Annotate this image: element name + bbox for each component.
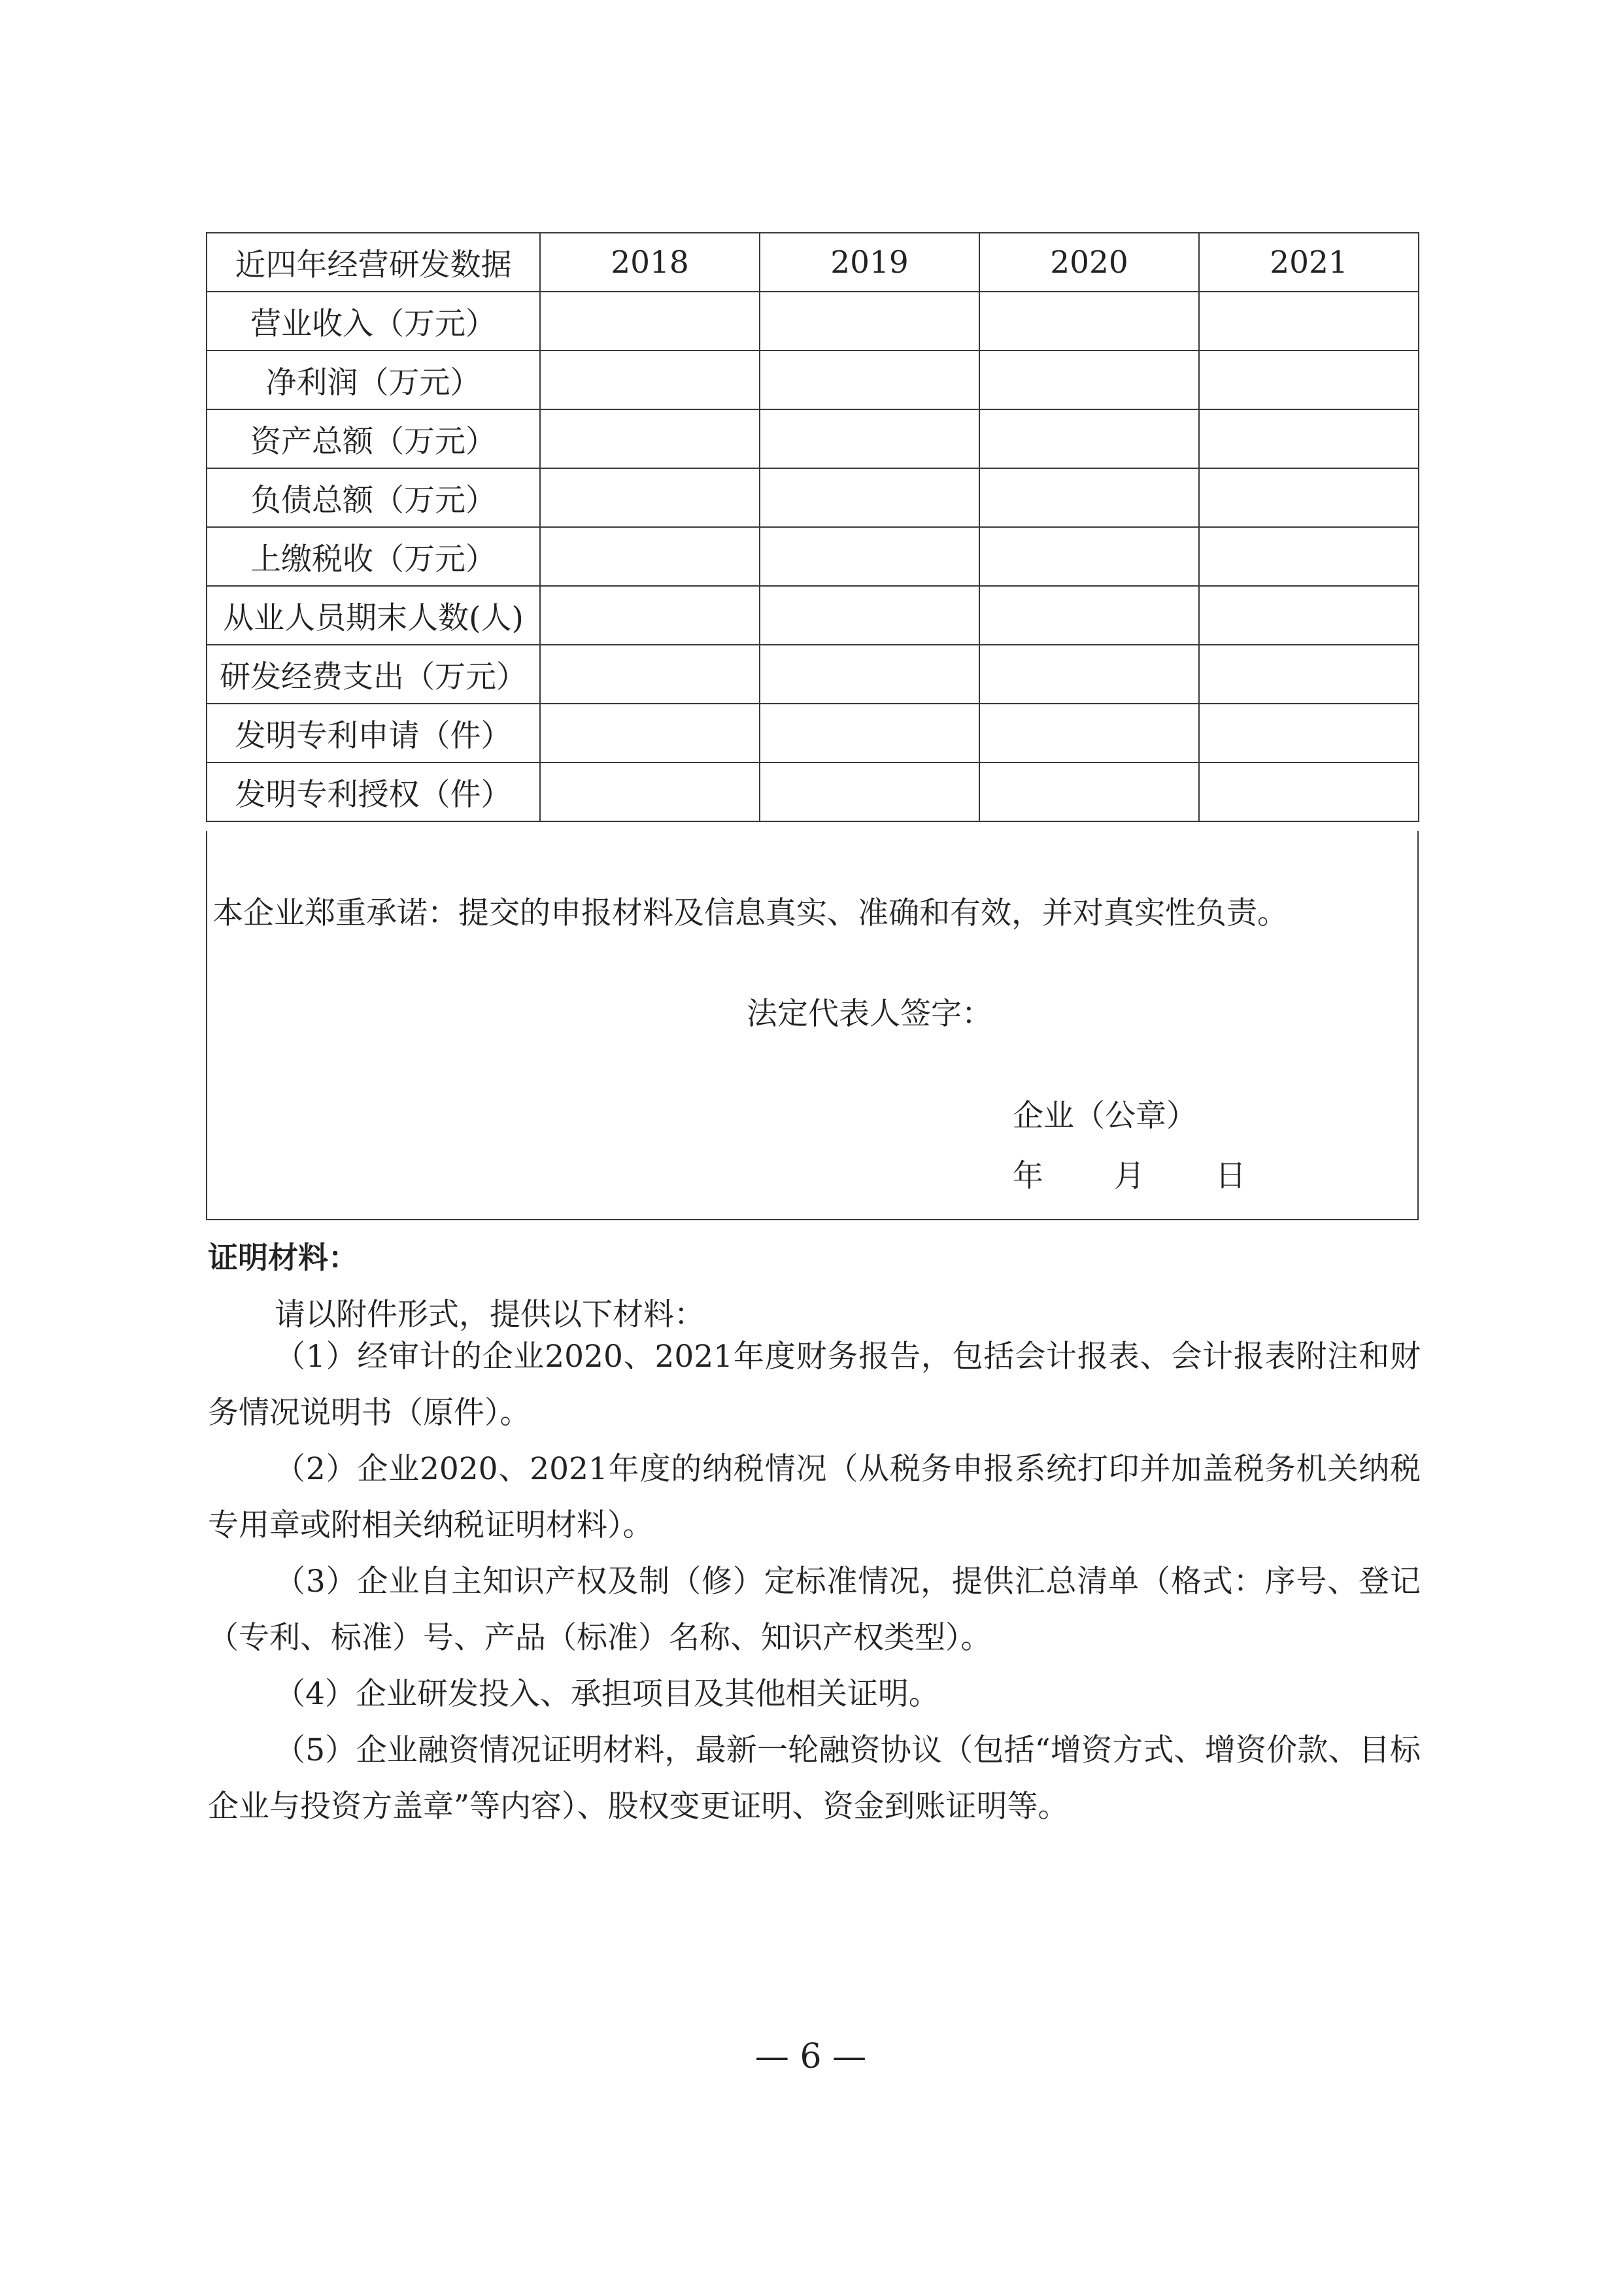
data-cell — [979, 645, 1199, 704]
data-cell — [760, 645, 979, 704]
table-row — [207, 292, 1419, 351]
data-cell — [760, 704, 979, 762]
data-cell — [1199, 409, 1419, 468]
proof-item: （3）企业自主知识产权及制（修）定标准情况，提供汇总清单（格式：序号、登记（专利、标准）号、产品（标准）名称、知识产权类型）。 — [208, 1564, 1421, 1656]
data-cell — [1199, 762, 1419, 821]
data-cell — [979, 762, 1199, 821]
data-cell — [979, 527, 1199, 586]
row-label-cell: 从业人员期末人数(人) — [207, 586, 540, 645]
data-cell — [540, 527, 760, 586]
data-cell — [760, 586, 979, 645]
data-cell — [760, 527, 979, 586]
data-cell — [979, 351, 1199, 409]
data-cell — [760, 468, 979, 527]
header-cell-year: 2021 — [1199, 233, 1419, 292]
data-cell — [760, 351, 979, 409]
date-line — [1013, 1152, 1246, 1195]
data-cell — [540, 292, 760, 351]
row-label-cell: 发明专利申请（件） — [207, 704, 540, 762]
day-label: 日 — [1215, 1158, 1246, 1194]
operating-rd-data-table — [206, 232, 1419, 822]
data-cell — [1199, 527, 1419, 586]
row-label-cell: 发明专利授权（件） — [207, 762, 540, 821]
data-cell — [1199, 292, 1419, 351]
data-cell — [979, 586, 1199, 645]
header-cell-year: 2018 — [540, 233, 760, 292]
row-label-cell: 研发经费支出（万元） — [207, 645, 540, 704]
header-cell-year: 2019 — [760, 233, 979, 292]
header-cell-label: 近四年经营研发数据 — [207, 233, 540, 292]
row-label-cell: 负债总额（万元） — [207, 468, 540, 527]
row-label-cell: 净利润（万元） — [207, 351, 540, 409]
month-label: 月 — [1114, 1158, 1145, 1194]
data-cell — [540, 645, 760, 704]
table-row — [207, 351, 1419, 409]
table-header-row — [207, 233, 1419, 292]
table-row — [207, 704, 1419, 762]
data-cell — [979, 468, 1199, 527]
data-cell — [760, 409, 979, 468]
data-cell — [1199, 351, 1419, 409]
proof-item: （2）企业2020、2021年度的纳税情况（从税务申报系统打印并加盖税务机关纳税专用章或附相关纳税证明材料）。 — [208, 1451, 1421, 1543]
row-label-cell: 资产总额（万元） — [207, 409, 540, 468]
proof-intro: 请以附件形式，提供以下材料： — [275, 1297, 705, 1333]
data-cell — [540, 468, 760, 527]
data-cell — [540, 762, 760, 821]
data-cell — [540, 351, 760, 409]
proof-item: （1）经审计的企业2020、2021年度财务报告，包括会计报表、会计报表附注和财务情况说明书（原件）。 — [208, 1339, 1421, 1431]
table-row — [207, 762, 1419, 821]
data-cell — [1199, 704, 1419, 762]
page-number: — 6 — — [754, 2037, 867, 2076]
data-cell — [1199, 645, 1419, 704]
data-cell — [979, 704, 1199, 762]
commitment-box — [206, 831, 1419, 1220]
data-cell — [760, 762, 979, 821]
company-seal-label: 企业（公章） — [1013, 1098, 1197, 1134]
row-label-cell: 营业收入（万元） — [207, 292, 540, 351]
table-row — [207, 527, 1419, 586]
data-cell — [979, 409, 1199, 468]
table-row — [207, 586, 1419, 645]
proof-item: （5）企业融资情况证明材料，最新一轮融资协议（包括“增资方式、增资价款、目标企业与投资方盖章”等内容）、股权变更证明、资金到账证明等。 — [208, 1732, 1421, 1825]
table-row — [207, 468, 1419, 527]
header-cell-year: 2020 — [979, 233, 1199, 292]
data-cell — [540, 704, 760, 762]
legal-representative-signature-label: 法定代表人签字： — [747, 996, 992, 1032]
data-cell — [1199, 468, 1419, 527]
commitment-statement: 本企业郑重承诺：提交的申报材料及信息真实、准确和有效，并对真实性负责。 — [212, 895, 1288, 931]
table-row — [207, 409, 1419, 468]
proof-item: （4）企业研发投入、承担项目及其他相关证明。 — [275, 1676, 939, 1712]
data-cell — [760, 292, 979, 351]
proof-materials-title: 证明材料： — [208, 1240, 358, 1275]
year-label: 年 — [1013, 1158, 1043, 1194]
data-cell — [540, 586, 760, 645]
row-label-cell: 上缴税收（万元） — [207, 527, 540, 586]
data-cell — [979, 292, 1199, 351]
data-cell — [540, 409, 760, 468]
table-row — [207, 645, 1419, 704]
data-cell — [1199, 586, 1419, 645]
